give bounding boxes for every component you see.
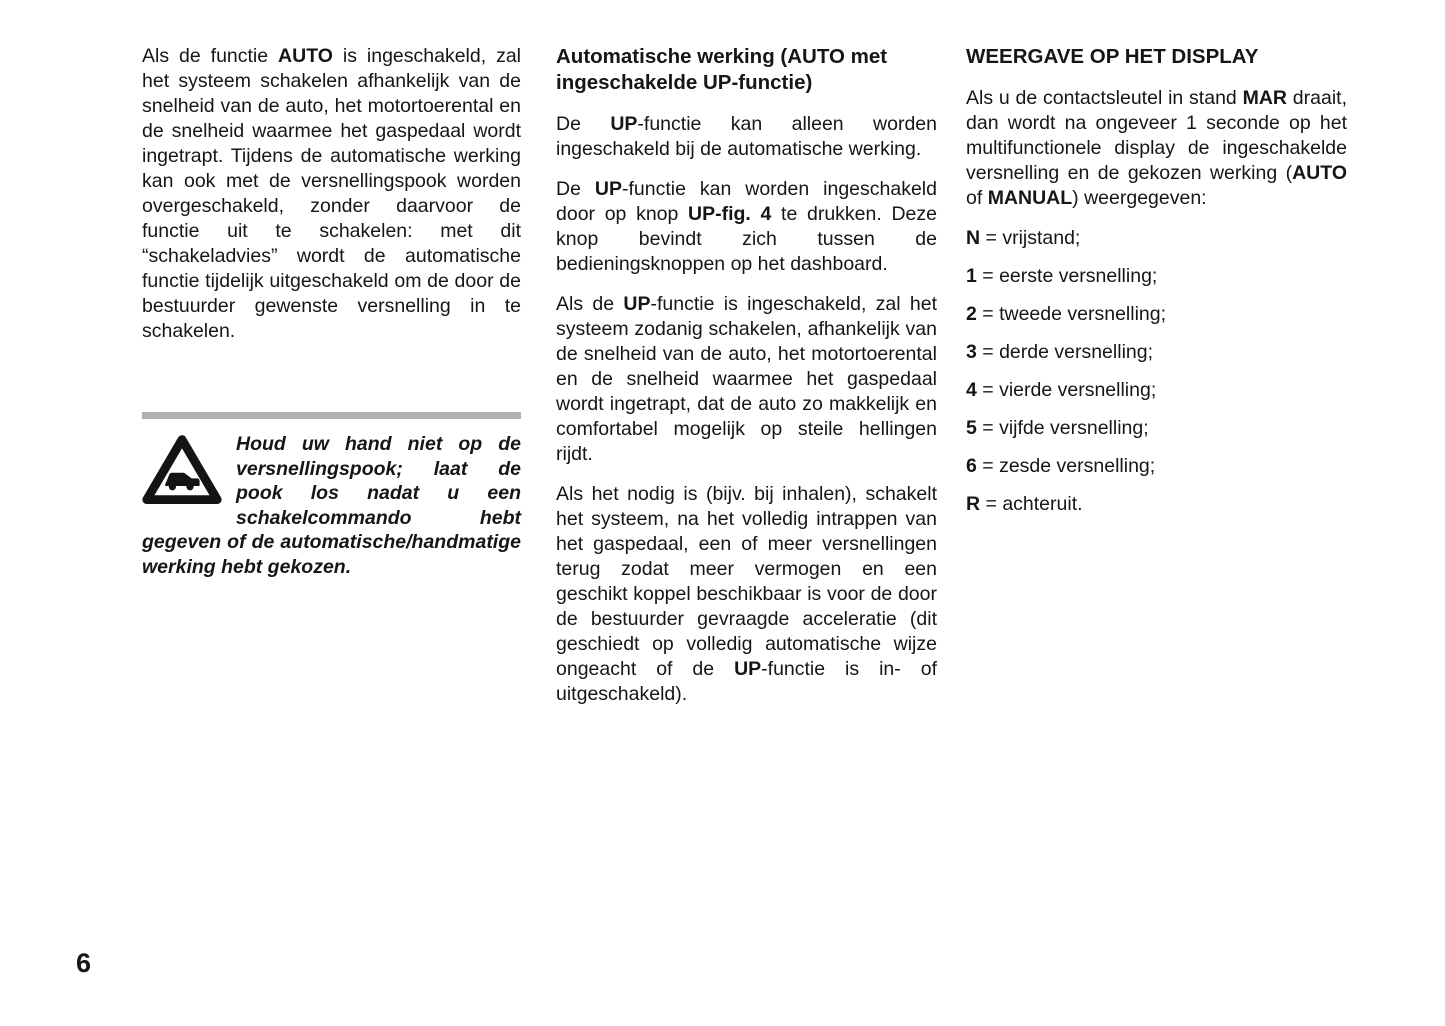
- gear-key: N: [966, 227, 981, 249]
- gear-desc: = vrijstand;: [985, 227, 1081, 249]
- intro-paragraph: Als de functie AUTO is ingeschakeld, zal het systeem schakelen afhankelijk van de snelheid van de auto, het motortoerental en de snelheid waarmee het gaspedaal wordt ingetrapt. Tijdens de automatische werking kan ook met de versnellingspook worden overgeschakeld, zonder daarvoor de functie uit te schakelen: met dit “schakeladvies” wordt de automatische functie tijdelijk uitgeschakeld om de door de bestuurder gewenste versnelling in te schakelen.: [142, 45, 521, 342]
- column-right: [966, 44, 1347, 530]
- gear-item-r: [966, 492, 1347, 517]
- gear-key: 3: [966, 341, 977, 363]
- gear-item-2: [966, 302, 1347, 327]
- column-left: [142, 44, 521, 579]
- paragraph: De UP-functie kan worden ingeschakeld door op knop UP-fig. 4 te drukken. Deze knop bevindt zich tussen de bedieningsknoppen op het dashboard.: [556, 178, 937, 275]
- paragraph: De UP-functie kan alleen worden ingeschakeld bij de automatische werking.: [556, 113, 937, 160]
- gear-desc: = achteruit.: [985, 493, 1083, 515]
- gear-item-3: [966, 340, 1347, 365]
- paragraph: Als het nodig is (bijv. bij inhalen), schakelt het systeem, na het volledig intrappen van het gaspedaal, een of meer versnellingen terug zodat meer vermogen en een geschikt koppel beschikbaar is voor de door de bestuurder gevraagde acceleratie (dit geschiedt op volledig automatische wijze ongeacht of de UP-functie is in- of uitgeschakeld).: [556, 483, 937, 705]
- warning-text-content: Houd uw hand niet op de versnellingspook; laat de pook los nadat u een schakelcommando hebt gegeven of de automatische/handmatige werking hebt gekozen.: [142, 433, 521, 578]
- column-middle: [556, 44, 937, 722]
- section-heading-automatic-operation: Automatische werking (AUTO met ingeschakelde UP-functie): [556, 45, 888, 94]
- gear-key: 5: [966, 417, 977, 439]
- warning-block: [142, 412, 521, 579]
- gear-key: 1: [966, 265, 977, 287]
- section-heading-display: WEERGAVE OP HET DISPLAY: [966, 45, 1259, 68]
- page-number: 6: [76, 948, 92, 978]
- gear-item-4: [966, 378, 1347, 403]
- paragraph: Als u de contactsleutel in stand MAR draait, dan wordt na ongeveer 1 seconde op het multifunctionele display de ingeschakelde versnelling en de gekozen werking (AUTO of MANUAL) weergegeven:: [966, 87, 1348, 209]
- warning-triangle-vehicle-icon: [142, 434, 222, 508]
- gear-key: 6: [966, 455, 977, 477]
- gear-indicator-list: [966, 226, 1347, 517]
- gear-item-6: [966, 454, 1347, 479]
- gear-desc: = eerste versnelling;: [982, 265, 1158, 287]
- gear-desc: = vijfde versnelling;: [982, 417, 1149, 439]
- gear-item-1: [966, 264, 1347, 289]
- gear-item-5: [966, 416, 1347, 441]
- warning-top-rule: [142, 412, 521, 419]
- gear-desc: = derde versnelling;: [982, 341, 1154, 363]
- gear-key: R: [966, 493, 981, 515]
- gear-desc: = zesde versnelling;: [982, 455, 1156, 477]
- gear-item-n: [966, 226, 1347, 251]
- gear-desc: = tweede versnelling;: [982, 303, 1167, 325]
- gear-key: 2: [966, 303, 977, 325]
- gear-key: 4: [966, 379, 977, 401]
- gear-desc: = vierde versnelling;: [982, 379, 1157, 401]
- paragraph: Als de UP-functie is ingeschakeld, zal het systeem zodanig schakelen, afhankelijk van de snelheid van de auto, het motortoerental en de snelheid waarmee het gaspedaal wordt ingetrapt, dat de auto zo makkelijk en comfortabel mogelijk op steile hellingen rijdt.: [556, 293, 937, 465]
- warning-text: [142, 432, 521, 579]
